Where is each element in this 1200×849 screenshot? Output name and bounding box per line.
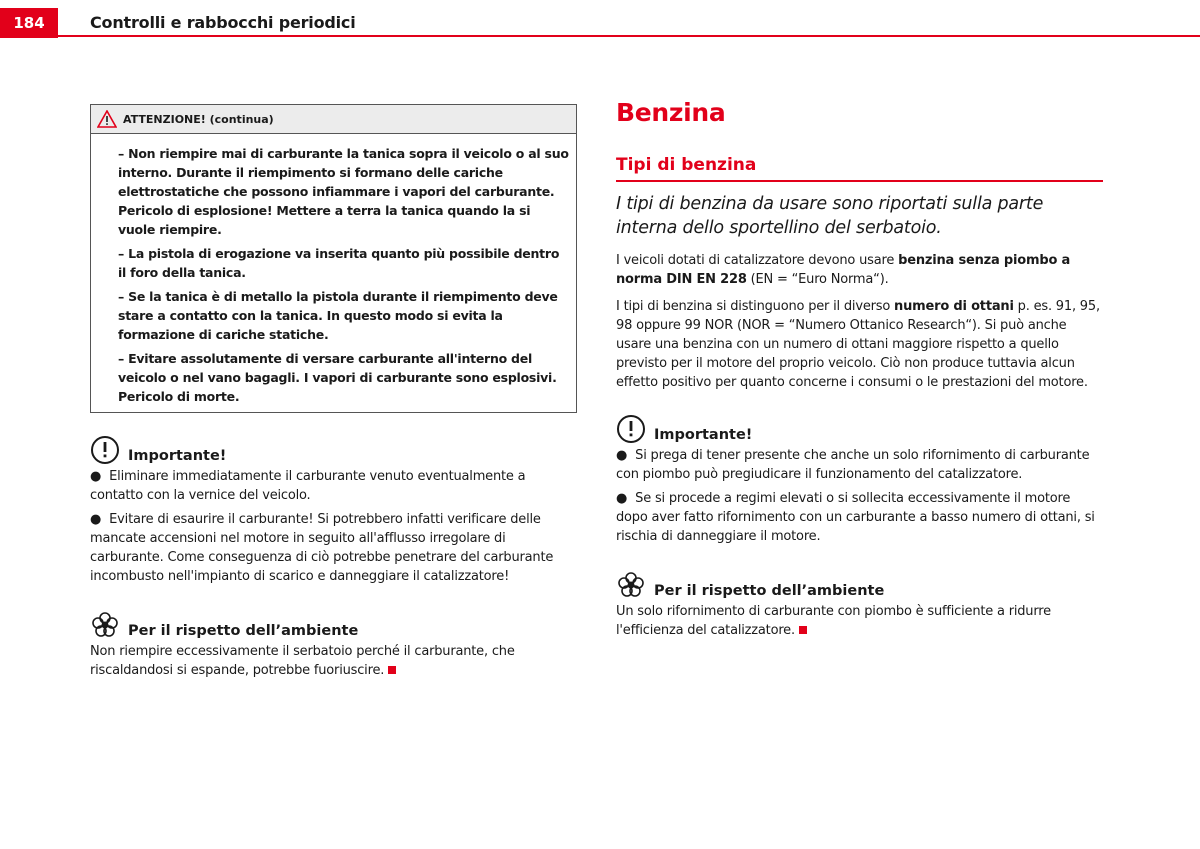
warning-body: [91, 134, 576, 412]
important-title: Importante!: [654, 427, 753, 443]
bullet: ●: [616, 491, 628, 506]
flower-icon: [616, 570, 646, 600]
warning-item: – Se la tanica è di metallo la pistola durante il riempimento deve stare a contatto con la tanica. In questo modo si evita la formazione di cariche statiche.: [118, 289, 558, 342]
para-bold: numero di ottani: [894, 299, 1014, 314]
important-note-left: [90, 435, 577, 586]
para-bold: benzina senza piombo a norma DIN EN 228: [616, 253, 1071, 287]
list-item: [90, 510, 577, 586]
paragraph: [616, 297, 1103, 392]
warning-item: – Non riempire mai di carburante la tanica sopra il veicolo o al suo interno. Durante il riempimento si formano delle cariche elettrostatiche che possono infiammare i vapori del carburante. Pericolo di esplosione! Mettere a terra la tanica quando la si vuole riempire.: [118, 146, 569, 237]
paragraph: [616, 251, 1103, 289]
list-item-text: Evitare di esaurire il carburante! Si potrebbero infatti verificare delle mancate accensioni nel motore in seguito all'afflusso irregolare di carburante. Come conseguenza di ciò potrebbe penetrare del carburante incombusto nell'impianto di scarico e danneggiare il catalizzatore!: [90, 512, 554, 584]
header-title: Controlli e rabbocchi periodici: [90, 13, 356, 32]
important-header: [90, 435, 577, 465]
environment-text-content: Non riempire eccessivamente il serbatoio perché il carburante, che riscaldandosi si espande, potrebbe fuoriuscire.: [90, 644, 515, 678]
environment-text: [90, 642, 577, 680]
environment-note-right: [616, 570, 1103, 640]
warning-triangle-icon: [97, 110, 117, 128]
list-item: [90, 467, 577, 505]
environment-title: Per il rispetto dell’ambiente: [128, 623, 359, 639]
list-item-text: Se si procede a regimi elevati o si sollecita eccessivamente il motore dopo aver fatto rifornimento con un carburante a basso numero di ottani, si rischia di danneggiare il motore.: [616, 491, 1095, 544]
warning-item: – Evitare assolutamente di versare carburante all'interno del veicolo o nel vano bagagli. I vapori di carburante sono esplosivi. Pericolo di morte.: [118, 351, 557, 404]
exclamation-circle-icon: [616, 414, 646, 444]
para-text: p. es. 91, 95, 98 oppure 99 NOR (NOR = “Numero Ottanico Research“). Si può anche usare una benzina con un numero di ottani maggiore rispetto a quello previsto per il motore del proprio veicolo. Ciò non produce tuttavia alcun effetto positivo per quanto concerne i consumi o le prestazioni del motore.: [616, 299, 1100, 390]
left-column: [90, 104, 577, 680]
right-column: [616, 96, 1103, 640]
environment-note-left: [90, 610, 577, 680]
list-item-text: Eliminare immediatamente il carburante venuto eventualmente a contatto con la vernice del veicolo.: [90, 469, 526, 503]
environment-title: Per il rispetto dell’ambiente: [654, 583, 885, 599]
end-of-section-mark: [799, 626, 807, 634]
bullet: ●: [90, 469, 102, 484]
page-number: 184: [0, 8, 58, 38]
page-header: [0, 0, 1200, 38]
important-title: Importante!: [128, 448, 227, 464]
flower-icon: [90, 610, 120, 640]
warning-item: – La pistola di erogazione va inserita quanto più possibile dentro il foro della tanica.: [118, 246, 560, 280]
list-item-text: Si prega di tener presente che anche un solo rifornimento di carburante con piombo può pregiudicare il funzionamento del catalizzatore.: [616, 448, 1090, 482]
para-text: (EN = “Euro Norma“).: [746, 272, 889, 287]
subsection-heading: Tipi di benzina: [616, 154, 1103, 182]
warning-header: [91, 105, 576, 134]
para-text: I tipi di benzina si distinguono per il diverso: [616, 299, 895, 314]
bullet: ●: [616, 448, 628, 463]
header-rule: [58, 35, 1200, 37]
bullet: ●: [90, 512, 102, 527]
important-header: [616, 414, 1103, 444]
environment-text-content: Un solo rifornimento di carburante con piombo è sufficiente a ridurre l'efficienza del catalizzatore.: [616, 604, 1051, 638]
warning-box: [90, 104, 577, 413]
environment-header: [616, 570, 1103, 600]
warning-title: ATTENZIONE! (continua): [123, 112, 274, 126]
end-of-section-mark: [388, 666, 396, 674]
environment-header: [90, 610, 577, 640]
list-item: [616, 446, 1103, 484]
section-heading: Benzina: [616, 98, 726, 127]
exclamation-circle-icon: [90, 435, 120, 465]
list-item: [616, 489, 1103, 546]
environment-text: [616, 602, 1103, 640]
para-text: I veicoli dotati di catalizzatore devono usare: [616, 253, 899, 268]
intro-text: I tipi di benzina da usare sono riportati sulla parte interna dello sportellino del serbatoio.: [616, 194, 1044, 238]
important-note-right: [616, 414, 1103, 546]
